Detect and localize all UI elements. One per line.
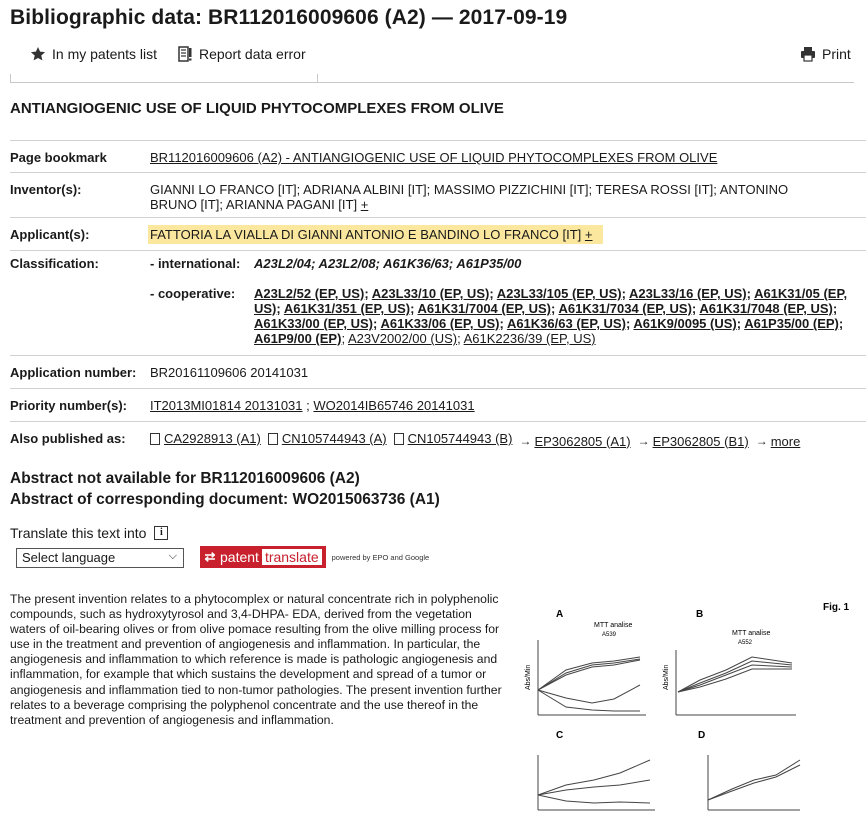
report-error-label: Report data error [199, 46, 306, 62]
cooperative-classification-link[interactable]: A61K31/7034 (EP, US) [558, 301, 692, 316]
cooperative-classification-link[interactable]: A61K31/05 (EP, US) [254, 286, 848, 316]
document-icon [394, 433, 404, 445]
inventors-line-1: GIANNI LO FRANCO [IT]; ADRIANA ALBINI [IT]; MASSIMO PIZZICHINI [IT]; TERESA ROSSI [IT]; ANTONINO [150, 182, 789, 197]
also-published-item [394, 431, 513, 446]
classification-separator: ; [621, 286, 630, 301]
patents-list-label: In my patents list [52, 46, 158, 62]
translate-text: Translate this text into [10, 525, 147, 541]
classification-separator: ; [838, 316, 844, 331]
classification-separator: ; [457, 331, 464, 346]
toolbar-divider [317, 74, 318, 82]
also-published-item [638, 434, 749, 449]
applicants-row [10, 217, 866, 250]
classification-separator: ; [410, 301, 418, 316]
panel-d-label: D [698, 730, 706, 741]
inventors-line-2: BRUNO [IT]; ARIANNA PAGANI [IT] [150, 197, 358, 212]
panel-a-subtitle: A539 [602, 632, 617, 638]
toolbar-divider [10, 74, 11, 82]
bookmark-row [10, 140, 866, 172]
cooperative-classification-link[interactable]: A23L2/52 (EP, US) [254, 286, 365, 301]
bookmark-label: Page bookmark [10, 150, 107, 165]
arrow-icon: → [755, 433, 768, 448]
priority-numbers-value [150, 398, 866, 413]
panel-b-plot [676, 650, 796, 715]
classification-separator: ; [736, 316, 745, 331]
also-published-more [756, 434, 801, 449]
abstract-not-available-heading: Abstract not available for BR112016009606 (A2) [10, 470, 360, 487]
classification-separator: ; [276, 301, 284, 316]
application-number-row [10, 355, 866, 388]
also-published-row [10, 421, 866, 454]
cooperative-classification-link[interactable]: A23L33/105 (EP, US) [496, 286, 622, 301]
cooperative-classification-link[interactable]: A23L33/10 (EP, US) [371, 286, 490, 301]
add-to-patents-list-button[interactable] [30, 46, 157, 62]
applicants-highlight [148, 225, 603, 244]
bookmark-link[interactable]: BR112016009606 (A2) - ANTIANGIOGENIC USE OF LIQUID PHYTOCOMPLEXES FROM OLIVE [150, 150, 718, 165]
document-title: ANTIANGIOGENIC USE OF LIQUID PHYTOCOMPLEXES FROM OLIVE [10, 100, 504, 117]
document-icon [150, 433, 160, 445]
report-data-error-button[interactable] [177, 46, 306, 62]
arrow-icon: → [637, 433, 650, 448]
classification-separator: ; [364, 286, 372, 301]
also-published-link[interactable]: CN105744943 (A) [281, 431, 387, 446]
application-number-value: BR20161109606 20141031 [150, 365, 309, 380]
patenttranslate-badge [200, 546, 326, 568]
classification-separator: ; [625, 316, 634, 331]
panel-c-label: C [556, 730, 564, 741]
report-icon [177, 46, 193, 62]
panel-b-series [678, 669, 792, 692]
classification-separator: ; [691, 301, 700, 316]
cooperative-classification-link[interactable]: A61P35/00 (EP) [744, 316, 839, 331]
info-icon[interactable]: i [154, 526, 168, 540]
international-value: A23L2/04; A23L2/08; A61K36/63; A61P35/00 [254, 256, 522, 271]
also-published-link[interactable]: EP3062805 (A1) [534, 433, 631, 449]
panel-c-series [538, 760, 650, 795]
cooperative-classification-link[interactable]: A61K31/7048 (EP, US) [699, 301, 833, 316]
also-published-label: Also published as: [10, 431, 126, 446]
also-published-more-link[interactable]: more [770, 433, 801, 449]
priority-numbers-label: Priority number(s): [10, 398, 128, 413]
chevron-down-icon: ⌵ [168, 550, 177, 562]
inventors-more-link[interactable]: + [360, 197, 369, 212]
cooperative-classification-link[interactable]: A61K9/0095 (US) [633, 316, 737, 331]
panel-b-ylabel: Abs/Min [663, 664, 670, 690]
also-published-link[interactable]: CA2928913 (A1) [164, 431, 261, 446]
panel-b-title: MTT analise [732, 630, 771, 637]
applicants-value [150, 227, 866, 242]
cooperative-list [254, 286, 862, 346]
applicants-label: Applicant(s): [10, 227, 90, 242]
panel-d-series [708, 760, 800, 800]
panel-a-series [538, 685, 640, 703]
panel-a-plot [538, 640, 646, 715]
language-select-value: Select language [22, 550, 116, 565]
international-label: - international: [150, 256, 241, 271]
cooperative-classification-link[interactable]: A23V2002/00 (US) [347, 331, 458, 346]
cooperative-classification-link[interactable]: A61K33/06 (EP, US) [380, 316, 500, 331]
also-published-link[interactable]: CN105744943 (B) [407, 431, 513, 446]
print-button[interactable] [800, 46, 851, 62]
language-select[interactable] [16, 548, 184, 568]
powered-by-label: powered by EPO and Google [331, 552, 430, 562]
classification-separator: ; [373, 316, 381, 331]
cooperative-classification-link[interactable]: A61P9/00 (EP) [254, 331, 342, 346]
panel-a-series [538, 660, 640, 690]
arrow-icon: → [519, 433, 532, 448]
panel-a-title: MTT analise [594, 622, 633, 629]
priority-link[interactable]: WO2014IB65746 20141031 [313, 398, 475, 413]
classification-separator: ; [746, 286, 755, 301]
panel-d-plot [708, 755, 800, 810]
panel-c-plot [538, 755, 655, 810]
figure-label: Fig. 1 [823, 602, 850, 613]
inventors-row [10, 172, 866, 217]
print-label: Print [822, 46, 851, 62]
patenttranslate-logo[interactable] [200, 546, 429, 568]
classification-separator: ; [341, 331, 348, 346]
classification-separator: ; [551, 301, 559, 316]
priority-separator: ; [306, 398, 310, 413]
priority-numbers-row [10, 388, 866, 421]
patenttranslate-word-2: translate [262, 549, 322, 565]
panel-d-series [708, 765, 800, 800]
cooperative-classification-link[interactable]: A61K31/7004 (EP, US) [417, 301, 551, 316]
page-title: Bibliographic data: BR112016009606 (A2) — 2017-09-19 [10, 6, 568, 29]
also-published-item [519, 434, 630, 449]
document-icon [268, 433, 278, 445]
also-published-list [150, 431, 866, 449]
priority-link[interactable]: IT2013MI01814 20131031 [150, 398, 303, 413]
cooperative-classification-link[interactable]: A61K33/00 (EP, US) [254, 316, 373, 331]
panel-c-series [538, 780, 650, 795]
cooperative-label: - cooperative: [150, 286, 236, 301]
swap-arrows-icon: ⇄ [204, 549, 216, 564]
panel-a-ylabel: Abs/Min [525, 664, 532, 690]
abstract-text: The present invention relates to a phytocomplex or natural concentrate rich in polyphenolic compounds, such as hydroxytyrosol and 3,4-DHPA- EDA, derived from the vegetation waters of oil-bearing olives or from olive pomace resulting from the olive milling process for use in the treatment and prevention of angiogenesis and inflammation. In particular, the angiogenesis and inflammation to which reference is made is pathologic angiogenesis and inflammation, for example that which sustains the development and spread of a tumor or angiogenesis and inflammation tied to non-tumor pathologies. The present invention further relates to a beverage comprising the polyphenol concentrate and the use thereof in the treatment and prevention of angiogenesis and inflammation. [10, 592, 502, 727]
inventors-label: Inventor(s): [10, 182, 82, 197]
toolbar [10, 36, 854, 83]
panel-c-series [538, 795, 650, 803]
abstract-figure [510, 595, 865, 825]
panel-a-label: A [556, 609, 564, 620]
applicant-name: FATTORIA LA VIALLA DI GIANNI ANTONIO E BANDINO LO FRANCO [IT] [150, 227, 582, 242]
patenttranslate-word-1: patent [220, 549, 259, 565]
applicants-more-link[interactable]: + [584, 227, 593, 242]
translate-label [10, 525, 168, 541]
cooperative-classification-link[interactable]: A61K31/351 (EP, US) [283, 301, 411, 316]
cooperative-classification-link[interactable]: A61K2236/39 (EP, US) [463, 331, 596, 346]
classification-separator: ; [489, 286, 497, 301]
panel-a-series [538, 657, 640, 690]
star-icon [30, 46, 46, 62]
classification-separator: ; [832, 301, 838, 316]
classification-separator: ; [499, 316, 507, 331]
also-published-item [150, 431, 261, 446]
cooperative-classification-link[interactable]: A23L33/16 (EP, US) [629, 286, 747, 301]
application-number-label: Application number: [10, 365, 137, 380]
inventors-value [150, 182, 866, 212]
classification-label: Classification: [10, 256, 99, 271]
also-published-link[interactable]: EP3062805 (B1) [652, 433, 749, 449]
printer-icon [800, 46, 816, 62]
classification-row [10, 250, 866, 355]
panel-b-subtitle: A552 [738, 640, 753, 646]
cooperative-classification-link[interactable]: A61K36/63 (EP, US) [506, 316, 626, 331]
also-published-item [268, 431, 387, 446]
bibliographic-table [10, 140, 866, 454]
panel-b-label: B [696, 609, 704, 620]
corresponding-abstract-heading: Abstract of corresponding document: WO2015063736 (A1) [10, 491, 440, 508]
